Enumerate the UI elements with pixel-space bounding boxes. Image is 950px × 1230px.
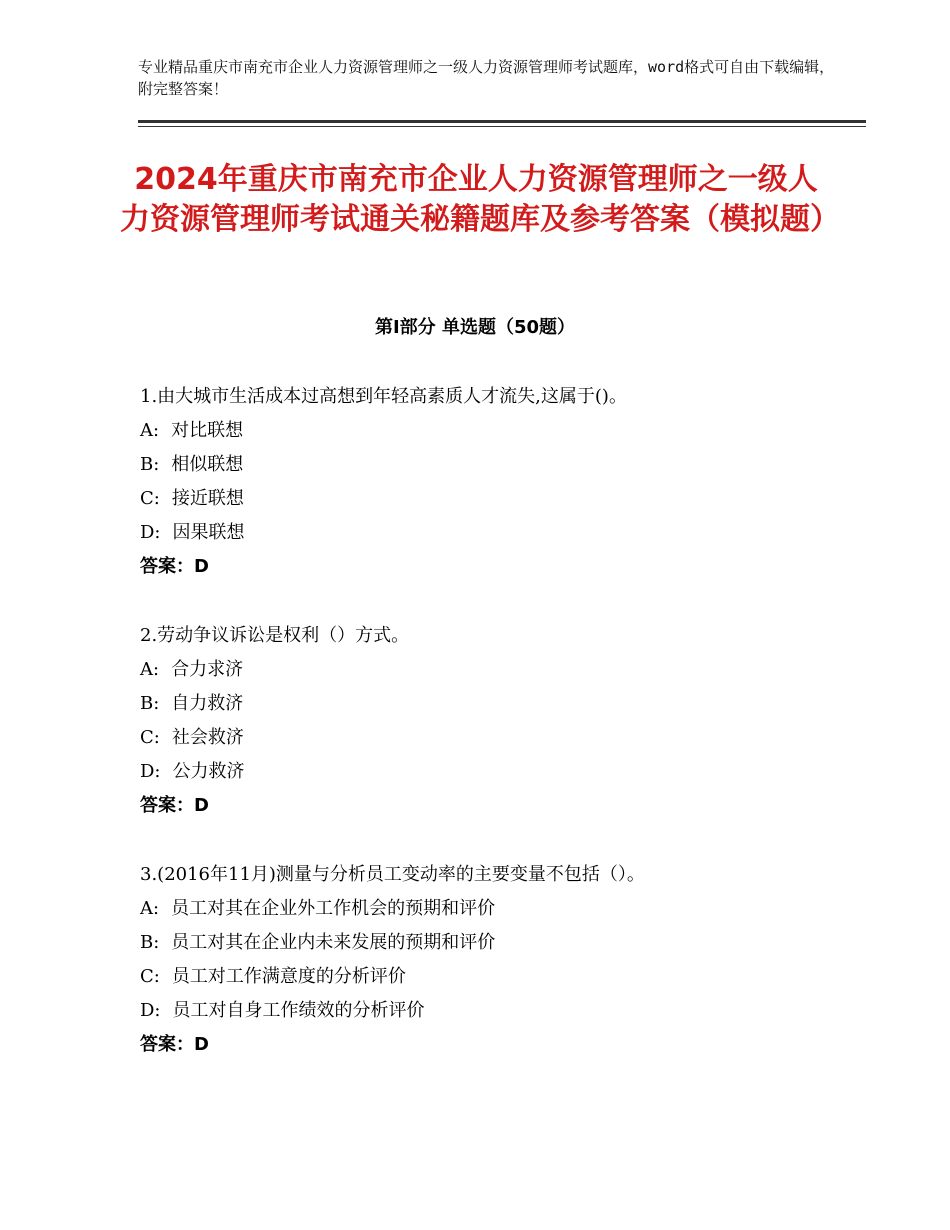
question-stem: 2.劳动争议诉讼是权利（）方式。 — [140, 625, 410, 646]
option-text: 社会救济 — [171, 727, 244, 748]
option-text: 接近联想 — [171, 488, 244, 509]
section-heading: 第Ⅰ部分 单选题（50题） — [374, 317, 575, 338]
option-key: D: — [140, 1000, 161, 1021]
question-stem: 3.(2016年11月)测量与分析员工变动率的主要变量不包括（）。 — [140, 864, 645, 885]
option-key: B: — [140, 454, 160, 475]
question-3 — [140, 858, 860, 1062]
header-divider-thin — [138, 126, 866, 127]
answer-line: 答案：D — [140, 795, 209, 816]
option-key: A: — [140, 420, 160, 441]
option-key: A: — [140, 898, 160, 919]
option-key: C: — [140, 727, 160, 748]
option-key: C: — [140, 966, 160, 987]
question-1 — [140, 380, 860, 584]
option-d — [140, 516, 860, 550]
option-a — [140, 892, 860, 926]
option-b — [140, 687, 860, 721]
header-divider-thick — [138, 120, 866, 123]
option-c — [140, 482, 860, 516]
answer-line: 答案：D — [140, 556, 209, 577]
option-text: 因果联想 — [172, 522, 245, 543]
option-text: 员工对自身工作绩效的分析评价 — [172, 1000, 425, 1021]
option-key: B: — [140, 693, 160, 714]
option-text: 对比联想 — [171, 420, 244, 441]
option-key: D: — [140, 522, 161, 543]
question-stem: 1.由大城市生活成本过高想到年轻高素质人才流失,这属于()。 — [140, 386, 627, 407]
option-text: 相似联想 — [171, 454, 244, 475]
option-key: C: — [140, 488, 160, 509]
header-note: 专业精品重庆市南充市企业人力资源管理师之一级人力资源管理师考试题库，word格式可自由下载编辑，附完整答案！ — [138, 58, 835, 98]
option-b — [140, 448, 860, 482]
answer-line: 答案：D — [140, 1034, 209, 1055]
option-text: 员工对工作满意度的分析评价 — [171, 966, 406, 987]
document-title: 2024年重庆市南充市企业人力资源管理师之一级人力资源管理师考试通关秘籍题库及参考答案（模拟题） — [120, 162, 840, 237]
option-key: A: — [140, 659, 160, 680]
option-text: 员工对其在企业内未来发展的预期和评价 — [171, 932, 496, 953]
option-b — [140, 926, 860, 960]
question-2 — [140, 619, 860, 823]
option-d — [140, 755, 860, 789]
option-key: B: — [140, 932, 160, 953]
option-a — [140, 414, 860, 448]
option-key: D: — [140, 761, 161, 782]
option-c — [140, 721, 860, 755]
option-text: 合力求济 — [171, 659, 244, 680]
option-c — [140, 960, 860, 994]
option-text: 公力救济 — [172, 761, 245, 782]
option-d — [140, 994, 860, 1028]
option-text: 员工对其在企业外工作机会的预期和评价 — [171, 898, 496, 919]
option-a — [140, 653, 860, 687]
option-text: 自力救济 — [171, 693, 244, 714]
